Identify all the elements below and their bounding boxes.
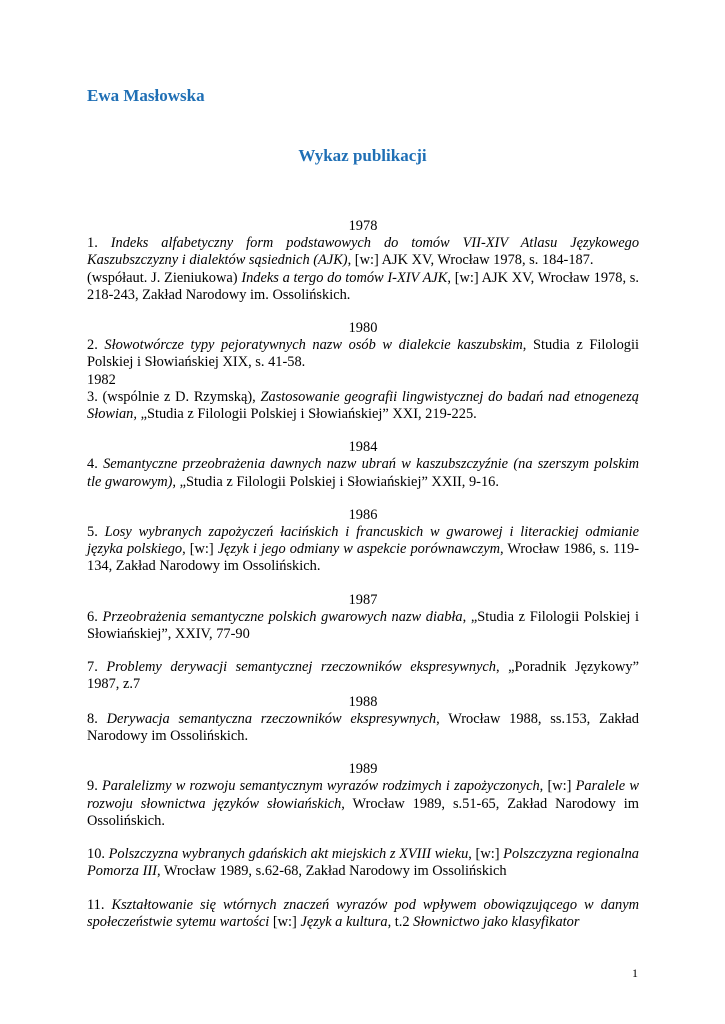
publication-entry: 3. (wspólnie z D. Rzymską), Zastosowanie geografii lingwistycznej do badań nad etnogenezą Słowian, „Studia z Filologii Polskiej i Słowiańskiej” XXI, 219-225. bbox=[87, 388, 639, 423]
publication-entry: 10. Polszczyzna wybranych gdańskich akt miejskich z XVIII wieku, [w:] Polszczyzna regionalna Pomorza III, Wrocław 1989, s.62-68, Zakład Narodowy im Ossolińskich bbox=[87, 846, 639, 880]
publication-entry: 1. Indeks alfabetyczny form podstawowych do tomów VII-XIV Atlasu Językowego Kaszubszczyzny i dialektów sąsiednich (AJK), [w:] AJK XV, Wrocław 1978, s. 184-187. bbox=[87, 235, 640, 269]
publication-entry: 8. Derywacja semantyczna rzeczowników ekspresywnych, Wrocław 1988, ss.153, Zakład Narodowy im Ossolińskich. bbox=[87, 710, 639, 745]
year-heading: 1989 bbox=[348, 761, 378, 778]
year-heading: 1982 bbox=[87, 371, 116, 388]
year-heading: 1978 bbox=[348, 218, 378, 234]
page-number: 1 bbox=[632, 966, 638, 980]
publication-entry: 2. Słowotwórcze typy pejoratywnych nazw osób w dialekcie kaszubskim, Studia z Filologii Polskiej i Słowiańskiej XIX, s. 41-58. bbox=[87, 337, 640, 371]
year-heading: 1986 bbox=[348, 506, 378, 523]
year-heading: 1980 bbox=[348, 320, 378, 337]
year-heading: 1988 bbox=[348, 693, 378, 710]
publication-entry: (współaut. J. Zieniukowa) Indeks a tergo do tomów I-XIV AJK, [w:] AJK XV, Wrocław 1978, s. 218-243, Zakład Narodowy im. Ossolińskich. bbox=[87, 269, 639, 303]
publication-entry: 9. Paralelizmy w rozwoju semantycznym wyrazów rodzimych i zapożyczonych, [w:] Paralele w rozwoju słownictwa języków słowiańskich, Wrocław 1989, s.51-65, Zakład Narodowy im Ossolińskich. bbox=[87, 778, 639, 829]
publication-list bbox=[87, 218, 639, 931]
publication-entry: 4. Semantyczne przeobrażenia dawnych nazw ubrań w kaszubszczyźnie (na szerszym polskim tle gwarowym), „Studia z Filologii Polskiej i Słowiańskiej” XXII, 9-16. bbox=[87, 456, 639, 490]
document-title: Wykaz publikacji bbox=[298, 146, 427, 165]
publication-entry: 6. Przeobrażenia semantyczne polskich gwarowych nazw diabła, „Studia z Filologii Polskiej i Słowiańskiej”, XXIV, 77-90 bbox=[87, 608, 640, 643]
year-heading: 1987 bbox=[348, 591, 378, 608]
publication-entry: 7. Problemy derywacji semantycznej rzeczowników ekspresywnych, „Poradnik Językowy” 1987, z.7 bbox=[87, 659, 639, 693]
year-heading: 1984 bbox=[348, 439, 378, 456]
publication-entry: 11. Kształtowanie się wtórnych znaczeń wyrazów pod wpływem obowiązującego w danym społeczeństwie sytemu wartości [w:] Język a kultura, t.2 Słownictwo jako klasyfikator bbox=[87, 896, 639, 930]
author-name: Ewa Masłowska bbox=[87, 86, 205, 105]
publication-entry: 5. Losy wybranych zapożyczeń łacińskich i francuskich w gwarowej i literackiej odmianie języka polskiego, [w:] Język i jego odmiany w aspekcie porównawczym, Wrocław 1986, s. 119-134, Zakład Narodowy im Ossolińskich. bbox=[87, 524, 639, 575]
